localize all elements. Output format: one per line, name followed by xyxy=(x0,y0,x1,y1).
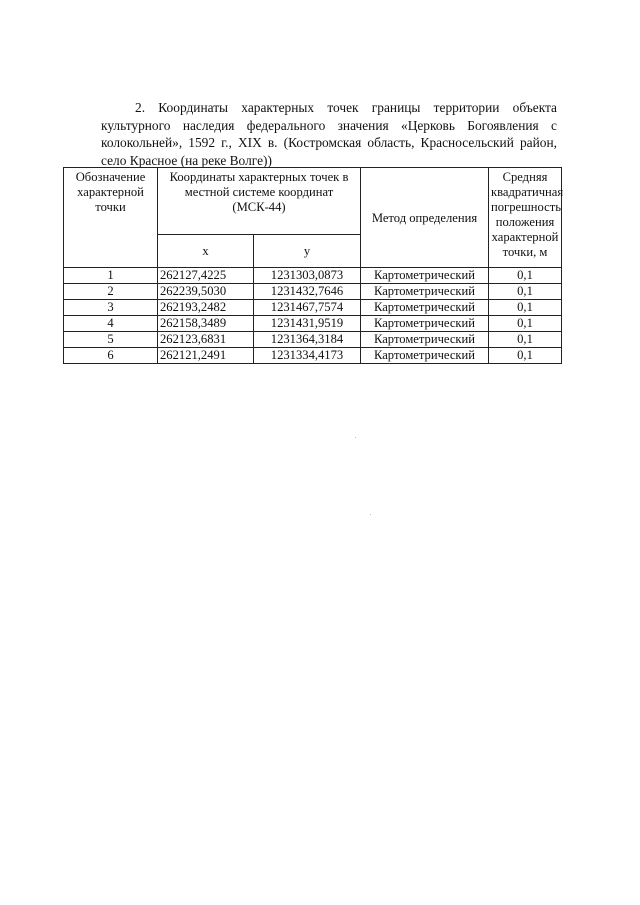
cell-x: 262239,5030 xyxy=(158,284,254,300)
cell-x: 262193,2482 xyxy=(158,300,254,316)
header-x: x xyxy=(158,235,254,268)
cell-error: 0,1 xyxy=(489,316,562,332)
table-row xyxy=(64,300,562,316)
cell-method: Картометрический xyxy=(361,316,489,332)
table-row xyxy=(64,284,562,300)
table-header-row xyxy=(64,168,562,235)
section-heading xyxy=(101,99,557,169)
scan-speck xyxy=(370,514,371,515)
cell-point: 3 xyxy=(64,300,158,316)
table-row xyxy=(64,348,562,364)
header-point: Обозначение характерной точки xyxy=(64,168,158,268)
table-row xyxy=(64,316,562,332)
cell-error: 0,1 xyxy=(489,300,562,316)
cell-x: 262123,6831 xyxy=(158,332,254,348)
cell-y: 1231467,7574 xyxy=(254,300,361,316)
scan-speck xyxy=(355,437,356,438)
cell-y: 1231432,7646 xyxy=(254,284,361,300)
cell-x: 262127,4225 xyxy=(158,268,254,284)
cell-error: 0,1 xyxy=(489,348,562,364)
cell-method: Картометрический xyxy=(361,300,489,316)
cell-method: Картометрический xyxy=(361,268,489,284)
cell-point: 1 xyxy=(64,268,158,284)
cell-y: 1231364,3184 xyxy=(254,332,361,348)
cell-method: Картометрический xyxy=(361,284,489,300)
header-error: Средняя квадратичная погрешность положения характерной точки, м xyxy=(489,168,562,268)
section-heading-text: 2. Координаты характерных точек границы территории объекта культурного наследия федерального значения «Церковь Богоявления с колокольней», 1592 г., XIX в. (Костромская область, Красносельский район, село Красное (на реке Волге)) xyxy=(101,100,557,168)
header-method: Метод определения xyxy=(361,168,489,268)
cell-error: 0,1 xyxy=(489,268,562,284)
cell-x: 262121,2491 xyxy=(158,348,254,364)
cell-point: 2 xyxy=(64,284,158,300)
cell-point: 4 xyxy=(64,316,158,332)
cell-error: 0,1 xyxy=(489,332,562,348)
header-y: y xyxy=(254,235,361,268)
coordinates-table xyxy=(63,167,562,364)
cell-method: Картометрический xyxy=(361,332,489,348)
cell-x: 262158,3489 xyxy=(158,316,254,332)
cell-y: 1231431,9519 xyxy=(254,316,361,332)
cell-method: Картометрический xyxy=(361,348,489,364)
cell-y: 1231303,0873 xyxy=(254,268,361,284)
table-row xyxy=(64,332,562,348)
table-row xyxy=(64,268,562,284)
cell-error: 0,1 xyxy=(489,284,562,300)
cell-point: 6 xyxy=(64,348,158,364)
cell-y: 1231334,4173 xyxy=(254,348,361,364)
cell-point: 5 xyxy=(64,332,158,348)
header-coordinates: Координаты характерных точек в местной системе координат (МСК-44) xyxy=(158,168,361,235)
